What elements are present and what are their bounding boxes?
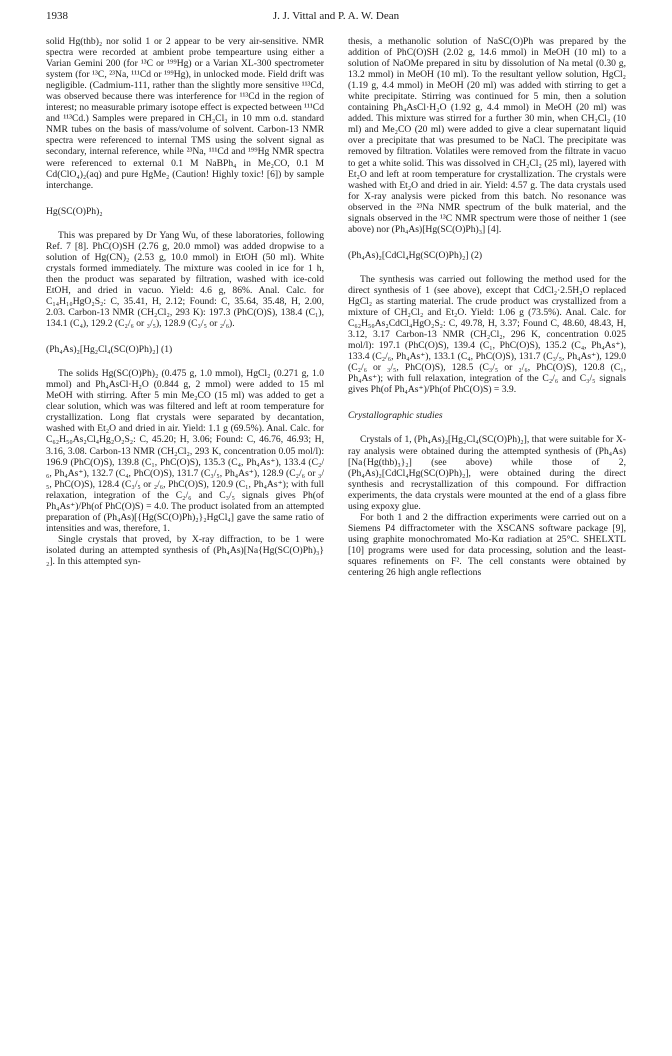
- paragraph-diffraction: For both 1 and 2 the diffraction experiments were carried out on a Siemens P4 diffractometer with the XSCANS software package [9], using graphite monochromated Mo-Kα radiation at 25°C. SHELXTL [10] programs were used for data processing, solution and the least-squares refinements on F². The cell constants were obtained by centering 26 high angle reflections: [348, 511, 626, 579]
- paragraph-hg-synthesis: This was prepared by Dr Yang Wu, of these laboratories, following Ref. 7 [8]. PhC(O)SH (2.76 g, 20.0 mmol) was added dropwise to a solution of Hg(CN)₂ (2.53 g, 10.0 mmol) in EtOH (50 ml). White crystals formed immediately. The mixture was cooled in ice for 1 h, then the product was separated by filtration, washed with ice-cold EtOH, and dried in vacuo. Yield: 4.6 g, 86%. Anal. Calc. for C₁₄H₁₀HgO₂S₂: C, 35.41, H, 2.12; Found: C, 35.64, 35.48, H, 2.00, 2.03. Carbon-13 NMR (CH₂Cl₂, 293 K): 197.3 (PhC(O)S), 138.4 (C₁), 134.1 (C₄), 129.2 (C₂/₆ or ₃/₅), 128.9 (C₃/₅ or ₂/₆).: [46, 229, 324, 330]
- paragraph-compound-1-synthesis: The solids Hg(SC(O)Ph)₂ (0.475 g, 1.0 mmol), HgCl₂ (0.271 g, 1.0 mmol) and Ph₄AsCl·H₂O (0.844 g, 2 mmol) were added to 15 ml MeOH with stirring. After 5 min Me₂CO (15 ml) was added to get a clear solution, which was was filtered and left at room temperature for crystallization. Long flat crystals were separated by decantation, washed with Et₂O and dried in air. Yield: 1.1 g (69.5%). Anal. Calc. for C₆₂H₅₀As₂Cl₄Hg₂O₂S₂: C, 45.20; H, 3.06; Found: C, 46.76, 46.93; H, 3.16, 3.08. Carbon-13 NMR (CH₂Cl₂, 293 K, concentration 0.05 mol/l): 196.9 (PhC(O)S), 139.8 (C₁, PhC(O)S), 135.3 (C₄, Ph₄As⁺), 133.4 (C₂/₆, Ph₄As⁺), 132.7 (C₄, PhC(O)S), 131.7 (C₃/₅, Ph₄As⁺), 128.9 (C₂/₆ or ₃/₅, PhC(O)S), 128.4 (C₃/₅ or ₂/₆, PhC(O)S), 120.9 (C₁, Ph₄As⁺); with full relaxation, integration of the C₂/₆ and C₃/₅ signals gives Ph(of Ph₄As⁺)/Ph(of PhC(O)S) = 4.0. The product isolated from an attempted preparation of (Ph₄As)[{Hg(SC(O)Ph)₂}₂HgCl₄] gave the same ratio of intensities and was, therefore, 1.: [46, 368, 324, 534]
- section-heading-compound-1: (Ph₄As)₂[Hg₂Cl₄(SC(O)Ph)₂] (1): [46, 344, 173, 356]
- paragraph-single-crystals: Single crystals that proved, by X-ray diffraction, to be 1 were isolated during an attempted synthesis of (Ph₄As)[Na{Hg(SC(O)Ph)₃}₂]. In this attempted syn-: [46, 533, 324, 567]
- section-heading-crystallographic-studies: Crystallographic studies: [348, 410, 443, 422]
- section-heading-compound-2: (Ph₄As)₂[CdCl₄Hg(SC(O)Ph)₂] (2): [348, 249, 483, 261]
- left-column: [46, 36, 324, 567]
- paragraph-attempted-synthesis: thesis, a methanolic solution of NaSC(O)Ph was prepared by the addition of PhC(O)SH (2.02 g, 14.6 mmol) in MeOH (10 ml) to a solution of NaOMe prepared in situ by dissolution of Na metal (0.30 g, 13.2 mmol) in MeOH (10 ml). To the resultant yellow solution, HgCl₂ (1.19 g, 4.4 mmol) in MeOH (20 ml) was added with stirring to get a white precipitate. Stirring was continued for 5 min, then a solution containing Ph₄AsCl·H₂O (1.92 g, 4.4 mmol) in MeOH (20 ml) was added. This mixture was stirred for a further 30 min, when CH₂Cl₂ (10 ml) and Me₂CO (20 ml) were added to give a clear supernatant liquid over a precipitate that was presumed to be NaCl. The precipitate was removed by filtration. Volatiles were removed from the filtrate in vacuo to get a white solid. This was dissolved in CH₂Cl₂ (25 ml), layered with Et₂O and left at room temperature for crystallization. The crystals were washed with Et₂O and dried in air. Yield: 4.57 g. The data crystals used for X-ray analysis were picked from this batch. No resonance was observed in the ²³Na NMR spectrum of the bulk material, and the signals observed in the ¹³C NMR spectrum were those of neither 1 (see above) nor (Ph₄As)[Hg(SC(O)Ph)₃] [4].: [348, 36, 626, 235]
- paragraph-crystals: Crystals of 1, (Ph₄As)₂[Hg₂Cl₄(SC(O)Ph)₂], that were suitable for X-ray analysis were obtained during the attempted synthesis of (Ph₄As)[Na{Hg(thb)₃}₂] (see above) while those of 2, (Ph₄As)₂[CdCl₄Hg(SC(O)Ph)₂], were obtained during the direct synthesis and recrystallization of this compound. For diffraction experiments, the data crystals were mounted at the end of a glass fibre using expoxy glue.: [348, 434, 626, 512]
- section-heading-hg-thiobenzoate: Hg(SC(O)Ph)₂: [46, 205, 103, 217]
- running-head: J. J. Vittal and P. A. W. Dean: [272, 10, 400, 22]
- paragraph-compound-2-synthesis: The synthesis was carried out following the method used for the direct synthesis of 1 (see above), except that CdCl₂·2.5H₂O replaced HgCl₂ as starting material. The crude product was crystallized from a mixture of CH₂Cl₂ and Et₂O. Yield: 1.06 g (73.5%). Anal. Calc. for C₆₂H₅₀As₂CdCl₄HgO₂S₂: C, 49.78, H, 3.37; Found C, 48.60, 48.43, H, 3.12, 3.17 Carbon-13 NMR (CH₂Cl₂, 296 K, concentration 0.025 mol/l): 197.1 (PhC(O)S), 139.4 (C₁, PhC(O)S), 135.2 (C₄, Ph₄As⁺), 133.4 (C₂/₆, Ph₄As⁺), 133.1 (C₄, PhC(O)S), 131.7 (C₃/₅, Ph₄As⁺), 129.0 (C₂/₆ or ₃/₅, PhC(O)S), 128.5 (C₃/₅ or ₂/₆, PhC(O)S), 120.8 (C₁, Ph₄As⁺); with full relaxation, integration of the C₂/₆ and C₃/₅ signals gives Ph(of Ph₄As⁺)/Ph(of PhC(O)S) = 3.9.: [348, 273, 626, 396]
- paragraph-nmr-methods: solid Hg(thb)₂ nor solid 1 or 2 appear to be very air-sensitive. NMR spectra were recorded at ambient probe tempearture using either a Varian Gemini 200 (for ¹³C or ¹⁹⁹Hg) or a Varian XL-300 spectrometer system (for ¹³C, ²³Na, ¹¹¹Cd or ¹⁹⁹Hg), in unlocked mode. Field drift was negligible. (Cadmium-111, rather than the slightly more sensitive ¹¹³Cd, was observed because there was interference for ¹¹³Cd in the region of interest; no measurable primary isotope effect is expected between ¹¹¹Cd and ¹¹³Cd.) Samples were prepared in CH₂Cl₂ in 10 mm o.d. standard NMR tubes on the basis of mass/volume of solvent. Carbon-13 NMR spectra were referenced to internal TMS using the solvent signal as secondary, internal reference, while ²³Na, ¹¹¹Cd and ¹⁹⁹Hg NMR spectra were referenced to external 0.1 M NaBPh₄ in Me₂CO, 0.1 M Cd(ClO₄)₂(aq) and pure HgMe₂ (Caution! Highly toxic! [6]) by sample interchange.: [46, 36, 324, 191]
- page-number: 1938: [46, 10, 68, 22]
- page-header: [46, 10, 626, 26]
- right-column: [348, 36, 626, 578]
